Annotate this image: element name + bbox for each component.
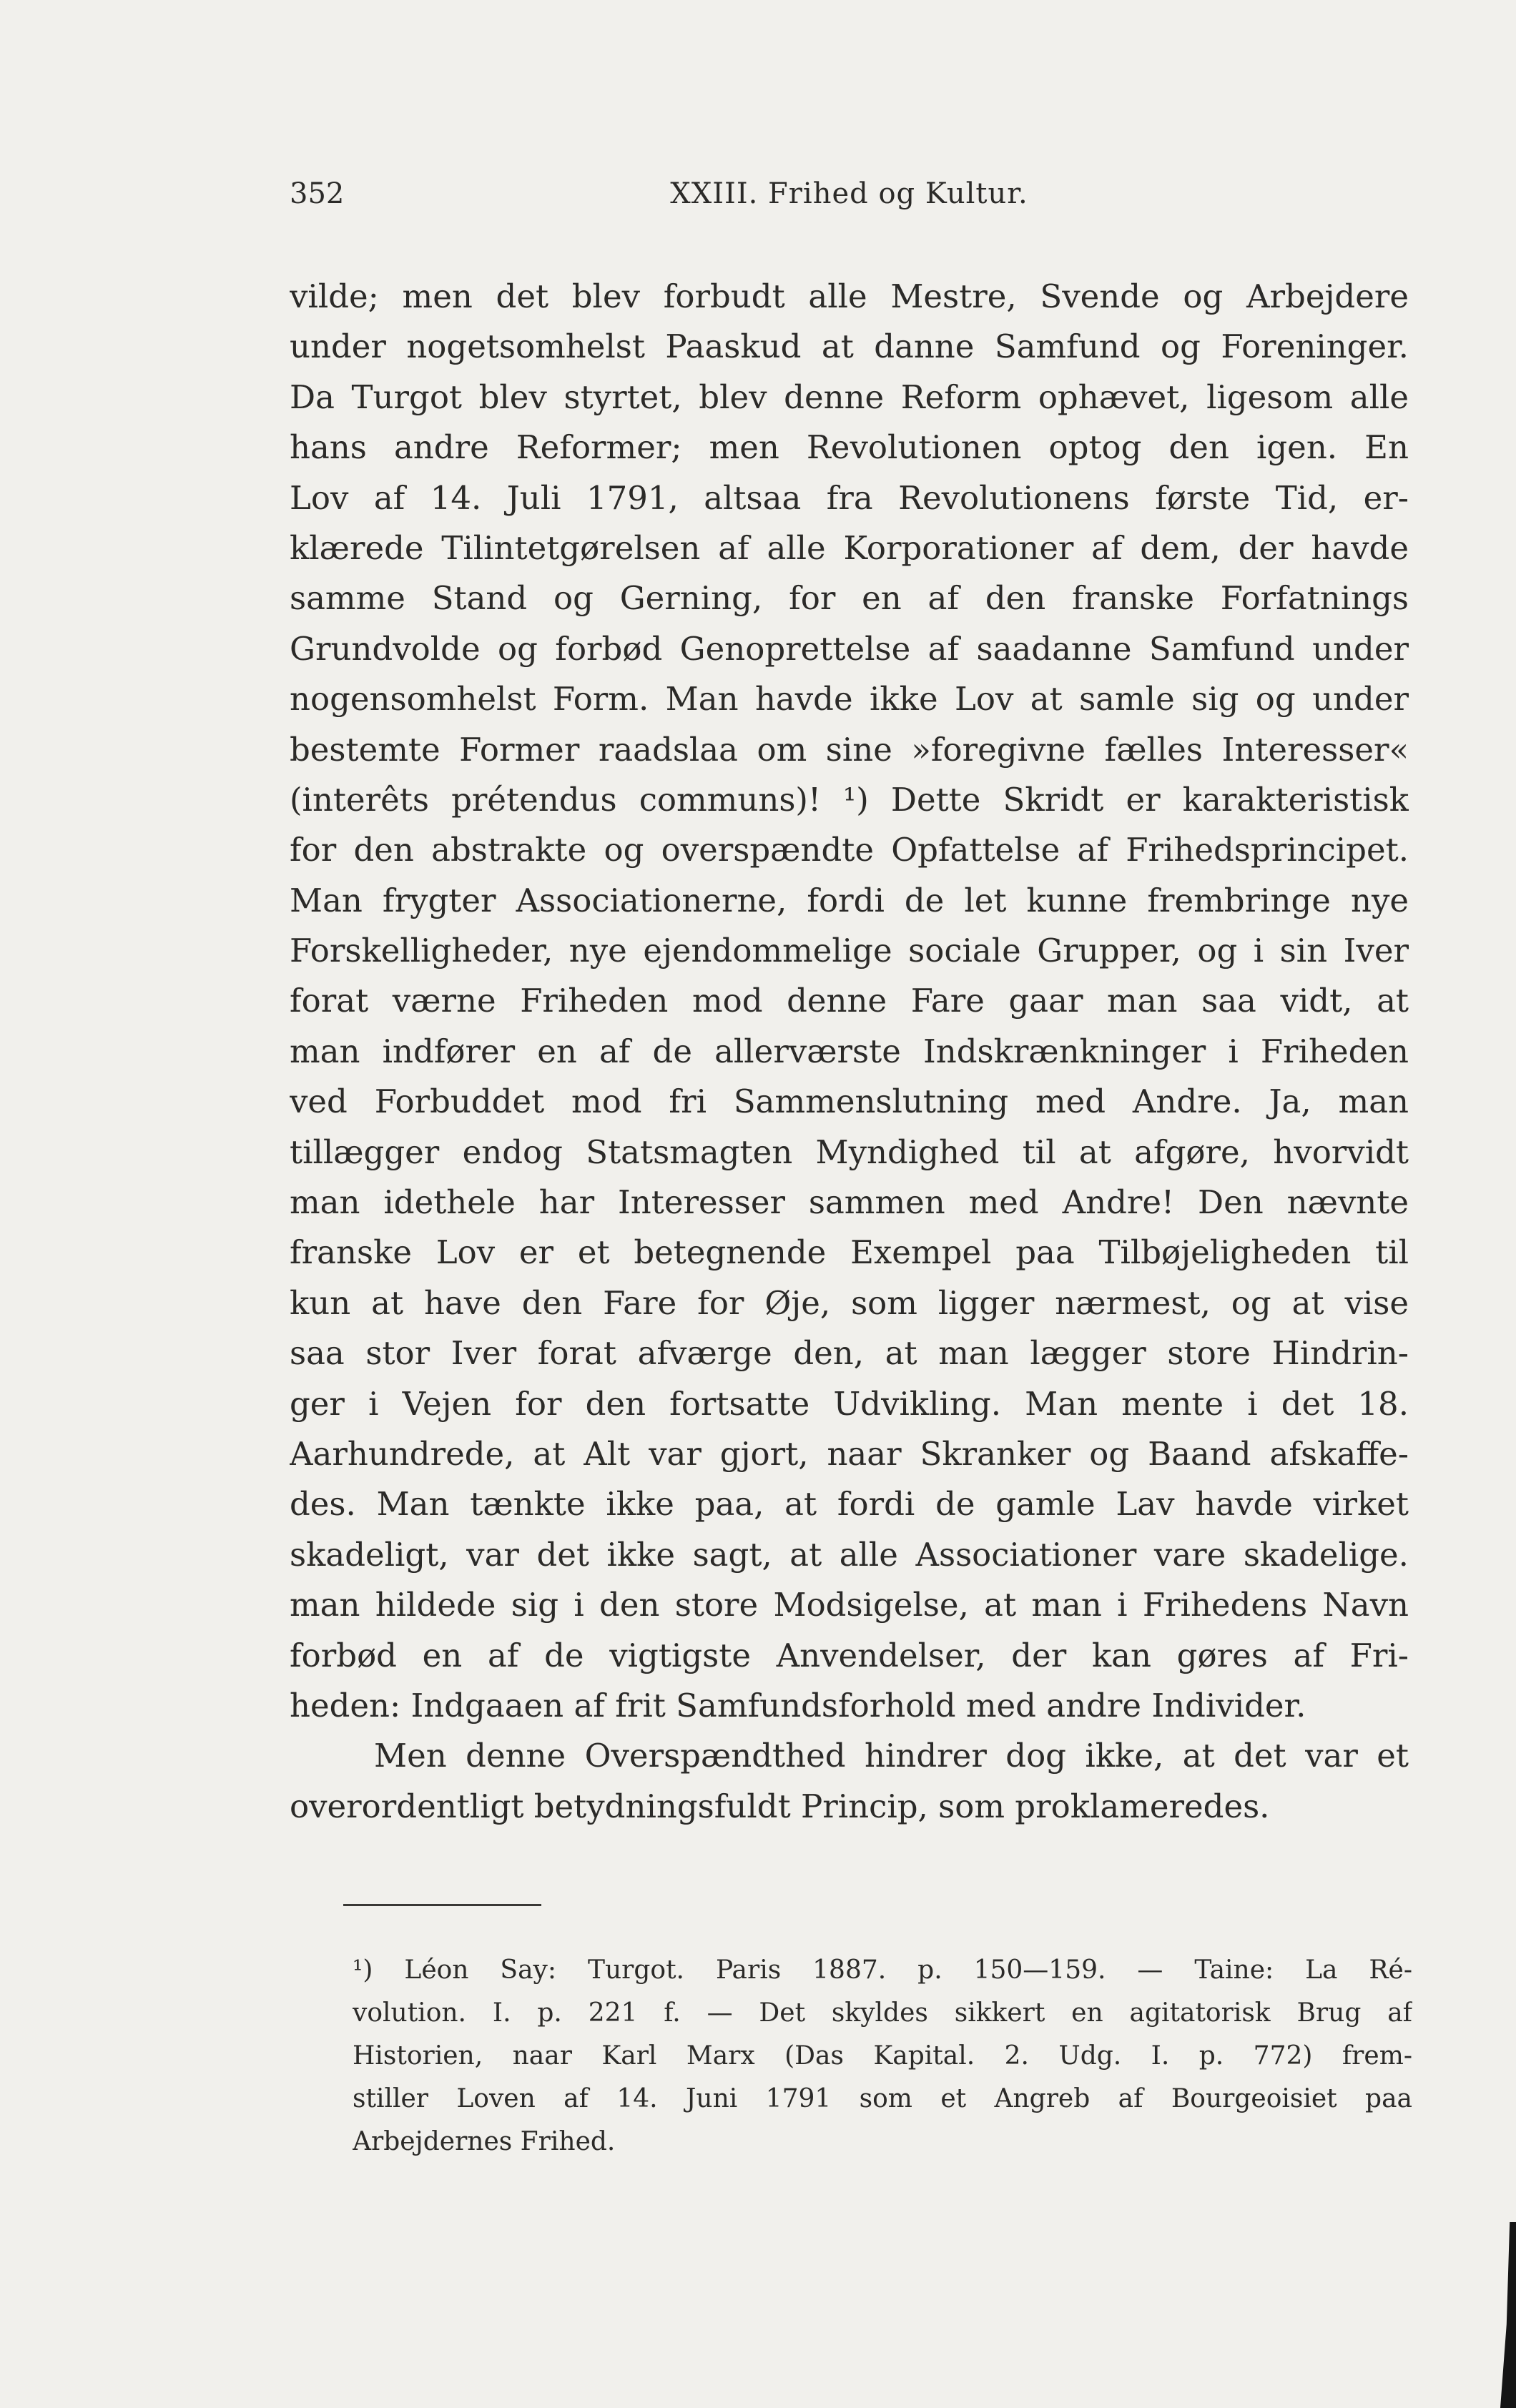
text-line: samme Stand og Gerning, for en af den franske Forfatnings (290, 579, 1409, 618)
main-text (290, 272, 1409, 1832)
text-line: vilde; men det blev forbudt alle Mestre, Svende og Arbejdere (290, 277, 1409, 315)
scan-edge-mark (1500, 2222, 1516, 2408)
text-line: Da Turgot blev styrtet, blev denne Reform ophævet, ligesom alle (290, 378, 1409, 416)
text-line: bestemte Former raadslaa om sine »foregivne fælles Interesser« (290, 730, 1409, 769)
text-line: forat værne Friheden mod denne Fare gaar man saa vidt, at (290, 982, 1409, 1020)
text-line: skadeligt, var det ikke sagt, at alle Associationer vare skadelige. (290, 1535, 1409, 1574)
footnote-line: stiller Loven af 14. Juni 1791 som et Angreb af Bourgeoisiet paa (353, 2084, 1412, 2113)
text-line: man hildede sig i den store Modsigelse, at man i Frihedens Navn (290, 1586, 1409, 1624)
footnote-line: Historien, naar Karl Marx (Das Kapital. 2. Udg. I. p. 772) frem- (353, 2041, 1412, 2071)
text-line: Aarhundrede, at Alt var gjort, naar Skranker og Baand afskaffe- (290, 1434, 1409, 1473)
text-line: Lov af 14. Juli 1791, altsaa fra Revolutionens første Tid, er- (290, 478, 1409, 517)
text-line: nogensomhelst Form. Man havde ikke Lov at samle sig og under (290, 680, 1409, 719)
text-line: heden: Indgaaen af frit Samfundsforhold med andre Individer. (290, 1686, 1306, 1724)
text-line: Grundvolde og forbød Genoprettelse af saadanne Samfund under (290, 629, 1409, 668)
paragraph-2-line: overordentligt betydningsfuldt Princip, som proklameredes. (290, 1787, 1270, 1825)
footnote-line: volution. I. p. 221 f. — Det skyldes sikkert en agitatorisk Brug af (353, 1998, 1412, 2028)
footnotes (353, 1949, 1412, 2163)
footnote-line: ¹) Léon Say: Turgot. Paris 1887. p. 150—159. — Taine: La Ré- (353, 1955, 1412, 1985)
text-line: ved Forbuddet mod fri Sammenslutning med Andre. Ja, man (290, 1082, 1409, 1121)
text-line: saa stor Iver forat afværge den, at man lægger store Hindrin- (290, 1334, 1409, 1373)
text-line: (interêts prétendus communs)! ¹) Dette Skridt er karakteristisk (290, 780, 1409, 819)
text-line: franske Lov er et betegnende Exempel paa Tilbøjeligheden til (290, 1233, 1409, 1272)
text-line: Forskelligheder, nye ejendommelige sociale Grupper, og i sin Iver (290, 932, 1409, 970)
text-line: kun at have den Fare for Øje, som ligger nærmest, og at vise (290, 1283, 1409, 1322)
footnote-line: Arbejdernes Frihed. (353, 2127, 616, 2156)
text-line: under nogetsomhelst Paaskud at danne Samfund og Foreninger. (290, 327, 1409, 366)
text-line: tillægger endog Statsmagten Myndighed til at afgøre, hvorvidt (290, 1133, 1409, 1171)
footnote-divider (343, 1904, 541, 1906)
text-line: hans andre Reformer; men Revolutionen optog den igen. En (290, 428, 1409, 467)
page-number: 352 (290, 177, 345, 210)
paragraph-2-line: Men denne Overspændthed hindrer dog ikke, at det var et (374, 1737, 1409, 1775)
text-line: klærede Tilintetgørelsen af alle Korporationer af dem, der havde (290, 528, 1409, 567)
text-line: man indfører en af de allerværste Indskrænkninger i Friheden (290, 1032, 1409, 1070)
chapter-title: XXIII. Frihed og Kultur. (670, 177, 1028, 210)
text-line: man idethele har Interesser sammen med Andre! Den nævnte (290, 1183, 1409, 1222)
text-line: Man frygter Associationerne, fordi de let kunne frembringe nye (290, 881, 1409, 919)
running-head (290, 177, 1409, 220)
text-line: des. Man tænkte ikke paa, at fordi de gamle Lav havde virket (290, 1485, 1409, 1524)
text-line: ger i Vejen for den fortsatte Udvikling. Man mente i det 18. (290, 1384, 1409, 1423)
text-line: forbød en af de vigtigste Anvendelser, der kan gøres af Fri- (290, 1636, 1409, 1674)
text-line: for den abstrakte og overspændte Opfattelse af Frihedsprincipet. (290, 831, 1409, 869)
